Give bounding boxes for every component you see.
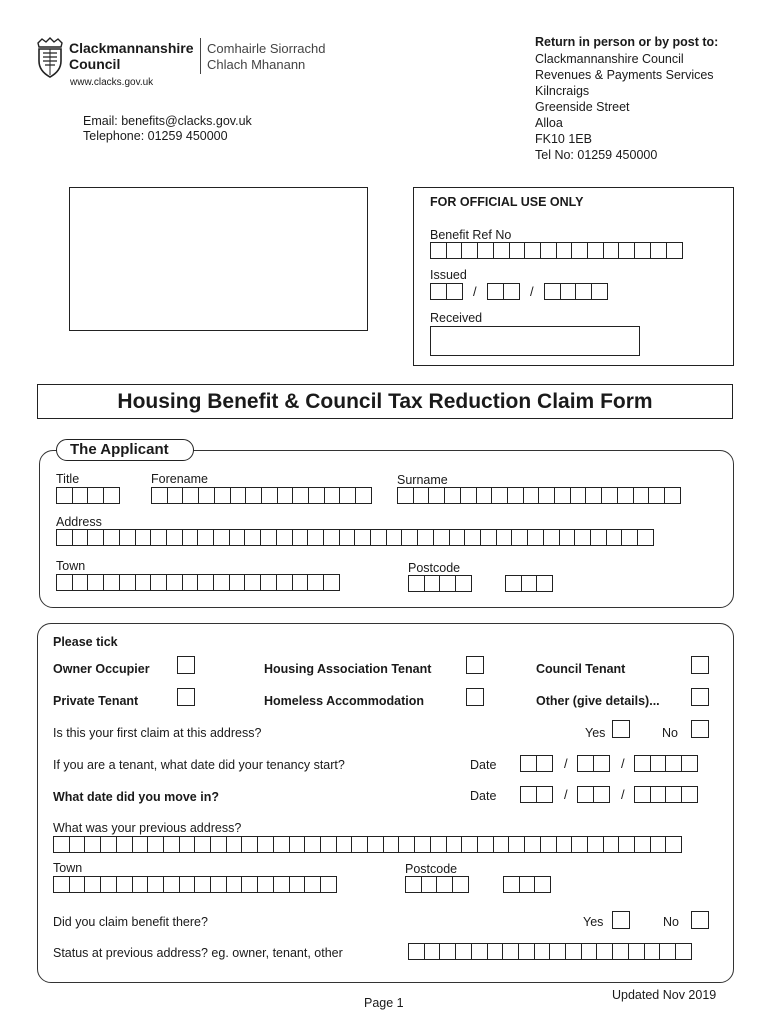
option-other-label: Other (give details)... bbox=[536, 694, 660, 708]
previous-postcode-part2-input[interactable] bbox=[503, 876, 550, 893]
move-in-day-input[interactable] bbox=[520, 786, 551, 803]
page-number: Page 1 bbox=[364, 996, 404, 1010]
previous-town-label: Town bbox=[53, 861, 83, 875]
stamp-box bbox=[69, 187, 368, 331]
return-address-line: Greenside Street bbox=[535, 100, 630, 114]
status-question: Status at previous address? eg. owner, tenant, other bbox=[53, 946, 343, 960]
date-separator: / bbox=[530, 284, 534, 299]
postcode-part2-input[interactable] bbox=[505, 575, 552, 592]
first-claim-question: Is this your first claim at this address? bbox=[53, 726, 262, 740]
claim-benefit-question: Did you claim benefit there? bbox=[53, 915, 208, 929]
date-separator: / bbox=[564, 787, 568, 802]
contact-telephone: Telephone: 01259 450000 bbox=[83, 129, 228, 143]
website-link[interactable]: www.clacks.gov.uk bbox=[70, 77, 154, 88]
issued-day-input[interactable] bbox=[430, 283, 461, 300]
previous-town-input[interactable] bbox=[53, 876, 336, 893]
move-in-month-input[interactable] bbox=[577, 786, 608, 803]
official-use-heading: FOR OFFICIAL USE ONLY bbox=[430, 195, 584, 209]
move-in-question: What date did you move in? bbox=[53, 790, 219, 804]
return-address bbox=[535, 51, 714, 163]
updated-date: Updated Nov 2019 bbox=[612, 988, 717, 1002]
date-separator: / bbox=[473, 284, 477, 299]
tenancy-start-day-input[interactable] bbox=[520, 755, 551, 772]
option-private-tenant-label: Private Tenant bbox=[53, 694, 139, 708]
address-input[interactable] bbox=[56, 529, 653, 546]
received-label: Received bbox=[430, 311, 483, 325]
return-address-line: Tel No: 01259 450000 bbox=[535, 148, 658, 162]
date-separator: / bbox=[564, 756, 568, 771]
tenancy-start-year-input[interactable] bbox=[634, 755, 697, 772]
return-address-line: Alloa bbox=[535, 116, 563, 130]
no-label: No bbox=[662, 726, 678, 740]
owner-occupier-checkbox[interactable] bbox=[177, 656, 195, 674]
date-separator: / bbox=[621, 787, 625, 802]
issued-label: Issued bbox=[430, 268, 467, 282]
council-name-line2: Council bbox=[69, 56, 121, 72]
homeless-checkbox[interactable] bbox=[466, 688, 484, 706]
option-homeless-label: Homeless Accommodation bbox=[264, 694, 424, 708]
previous-postcode-label: Postcode bbox=[405, 862, 458, 876]
private-tenant-checkbox[interactable] bbox=[177, 688, 195, 706]
gaelic-name-line1: Comhairle Siorrachd bbox=[207, 41, 326, 56]
forename-input[interactable] bbox=[151, 487, 371, 504]
other-checkbox[interactable] bbox=[691, 688, 709, 706]
tenancy-start-question: If you are a tenant, what date did your tenancy start? bbox=[53, 758, 345, 772]
claim-benefit-yes-checkbox[interactable] bbox=[612, 911, 630, 929]
contact-email[interactable]: Email: benefits@clacks.gov.uk bbox=[83, 114, 252, 128]
council-crest-logo bbox=[35, 37, 65, 79]
first-claim-yes-checkbox[interactable] bbox=[612, 720, 630, 738]
gaelic-name-line2: Chlach Mhanann bbox=[207, 57, 306, 72]
previous-address-input[interactable] bbox=[53, 836, 681, 853]
address-label: Address bbox=[56, 515, 102, 529]
return-address-line: Clackmannanshire Council bbox=[535, 52, 684, 66]
postcode-part1-input[interactable] bbox=[408, 575, 471, 592]
return-address-line: Revenues & Payments Services bbox=[535, 68, 714, 82]
forename-label: Forename bbox=[151, 472, 208, 486]
return-address-line: FK10 1EB bbox=[535, 132, 592, 146]
previous-address-question: What was your previous address? bbox=[53, 821, 242, 835]
date-label: Date bbox=[470, 758, 497, 772]
first-claim-no-checkbox[interactable] bbox=[691, 720, 709, 738]
council-name-line1: Clackmannanshire bbox=[69, 40, 194, 56]
date-label: Date bbox=[470, 789, 497, 803]
logo-divider bbox=[200, 38, 201, 74]
town-input[interactable] bbox=[56, 574, 339, 591]
yes-label: Yes bbox=[583, 915, 604, 929]
issued-month-input[interactable] bbox=[487, 283, 518, 300]
benefit-ref-input[interactable] bbox=[430, 242, 681, 259]
title-label: Title bbox=[56, 472, 80, 486]
surname-input[interactable] bbox=[397, 487, 680, 504]
postcode-label: Postcode bbox=[408, 561, 461, 575]
yes-label: Yes bbox=[585, 726, 606, 740]
move-in-year-input[interactable] bbox=[634, 786, 697, 803]
title-input[interactable] bbox=[56, 487, 119, 504]
option-council-tenant-label: Council Tenant bbox=[536, 662, 626, 676]
return-address-heading: Return in person or by post to: bbox=[535, 35, 719, 49]
status-input[interactable] bbox=[408, 943, 691, 960]
council-tenant-checkbox[interactable] bbox=[691, 656, 709, 674]
return-address-line: Kilncraigs bbox=[535, 84, 590, 98]
option-owner-occupier-label: Owner Occupier bbox=[53, 662, 150, 676]
date-separator: / bbox=[621, 756, 625, 771]
benefit-ref-label: Benefit Ref No bbox=[430, 228, 512, 242]
form-title: Housing Benefit & Council Tax Reduction Claim Form bbox=[117, 390, 653, 413]
no-label: No bbox=[663, 915, 679, 929]
issued-year-input[interactable] bbox=[544, 283, 607, 300]
please-tick-label: Please tick bbox=[53, 635, 118, 649]
claim-benefit-no-checkbox[interactable] bbox=[691, 911, 709, 929]
previous-postcode-part1-input[interactable] bbox=[405, 876, 468, 893]
surname-label: Surname bbox=[397, 473, 448, 487]
applicant-section-title: The Applicant bbox=[70, 441, 169, 458]
tenancy-start-month-input[interactable] bbox=[577, 755, 608, 772]
town-label: Town bbox=[56, 559, 86, 573]
option-housing-association-label: Housing Association Tenant bbox=[264, 662, 432, 676]
housing-association-checkbox[interactable] bbox=[466, 656, 484, 674]
received-input[interactable] bbox=[430, 326, 640, 356]
